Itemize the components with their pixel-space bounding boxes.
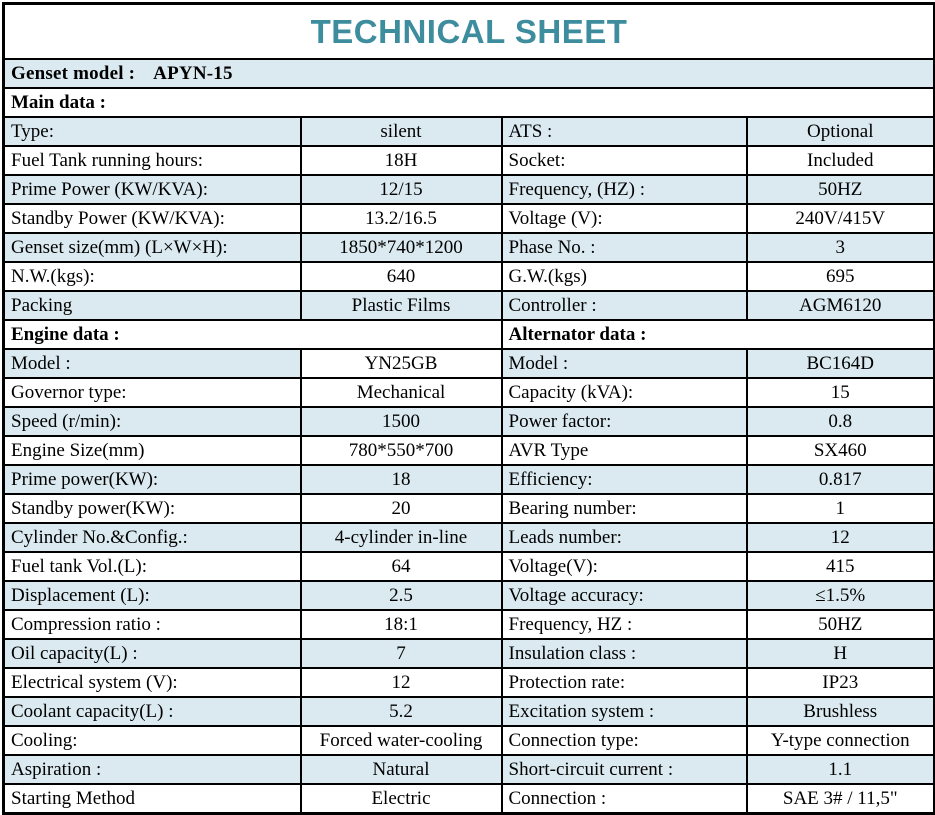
engine-row-4-label2: Efficiency: [502,465,747,494]
main-row-0-value2: Optional [747,117,935,146]
engine-row-2-label: Speed (r/min): [4,407,301,436]
table-row [4,378,935,407]
engine-row-0-value2: BC164D [747,349,935,378]
table-row [4,117,935,146]
engine-row-5-label2: Bearing number: [502,494,747,523]
table-row [4,668,935,697]
table-row [4,552,935,581]
main-row-0-value: silent [301,117,502,146]
engine-row-6-label: Cylinder No.&Config.: [4,523,301,552]
engine-row-8-label: Displacement (L): [4,581,301,610]
genset-model-value: APYN-15 [153,62,233,84]
engine-row-13-label2: Connection type: [502,726,747,755]
main-row-2-value2: 50HZ [747,175,935,204]
engine-row-9-value: 18:1 [301,610,502,639]
section-header-alternator-data: Alternator data : [502,320,935,349]
engine-row-5-value2: 1 [747,494,935,523]
engine-row-3-value: 780*550*700 [301,436,502,465]
table-row [4,407,935,436]
engine-row-15-value2: SAE 3# / 11,5" [747,784,935,814]
engine-row-4-label: Prime power(KW): [4,465,301,494]
table-row [4,523,935,552]
engine-row-6-value: 4-cylinder in-line [301,523,502,552]
engine-row-1-value2: 15 [747,378,935,407]
main-row-3-value: 13.2/16.5 [301,204,502,233]
engine-row-5-value: 20 [301,494,502,523]
table-row [4,175,935,204]
engine-row-11-label2: Protection rate: [502,668,747,697]
engine-row-7-label: Fuel tank Vol.(L): [4,552,301,581]
main-row-5-label2: G.W.(kgs) [502,262,747,291]
engine-row-1-label: Governor type: [4,378,301,407]
engine-row-11-value2: IP23 [747,668,935,697]
engine-row-1-value: Mechanical [301,378,502,407]
main-row-4-value2: 3 [747,233,935,262]
main-row-4-label: Genset size(mm) (L×W×H): [4,233,301,262]
table-row [4,204,935,233]
main-row-5-value2: 695 [747,262,935,291]
main-row-6-label: Packing [4,291,301,320]
table-row [4,697,935,726]
engine-row-14-value: Natural [301,755,502,784]
main-row-4-value: 1850*740*1200 [301,233,502,262]
engine-row-13-value: Forced water-cooling [301,726,502,755]
main-row-2-value: 12/15 [301,175,502,204]
engine-row-10-value: 7 [301,639,502,668]
technical-sheet-document [0,2,935,809]
table-row [4,581,935,610]
table-row [4,610,935,639]
engine-row-7-value: 64 [301,552,502,581]
title-row [4,4,935,60]
engine-row-3-value2: SX460 [747,436,935,465]
main-row-1-value: 18H [301,146,502,175]
table-row [4,639,935,668]
table-row [4,784,935,814]
engine-row-3-label: Engine Size(mm) [4,436,301,465]
main-row-2-label2: Frequency, (HZ) : [502,175,747,204]
engine-row-2-value: 1500 [301,407,502,436]
engine-row-2-label2: Power factor: [502,407,747,436]
table-row [4,262,935,291]
main-row-1-value2: Included [747,146,935,175]
engine-row-0-value: YN25GB [301,349,502,378]
table-body [4,4,935,814]
main-row-0-label2: ATS : [502,117,747,146]
engine-row-15-label: Starting Method [4,784,301,814]
engine-row-3-label2: AVR Type [502,436,747,465]
engine-row-12-value2: Brushless [747,697,935,726]
engine-row-6-label2: Leads number: [502,523,747,552]
engine-row-5-label: Standby power(KW): [4,494,301,523]
genset-model-row [4,59,935,88]
engine-row-8-value2: ≤1.5% [747,581,935,610]
engine-row-15-label2: Connection : [502,784,747,814]
table-row [4,726,935,755]
engine-row-4-value: 18 [301,465,502,494]
engine-row-8-value: 2.5 [301,581,502,610]
main-row-3-label2: Voltage (V): [502,204,747,233]
engine-row-10-label: Oil capacity(L) : [4,639,301,668]
engine-row-15-value: Electric [301,784,502,814]
engine-row-14-value2: 1.1 [747,755,935,784]
engine-row-7-value2: 415 [747,552,935,581]
engine-row-6-value2: 12 [747,523,935,552]
engine-row-14-label2: Short-circuit current : [502,755,747,784]
title-cell [4,4,935,60]
main-row-0-label: Type: [4,117,301,146]
main-row-6-label2: Controller : [502,291,747,320]
engine-alternator-section-row [4,320,935,349]
main-row-5-value: 640 [301,262,502,291]
main-row-2-label: Prime Power (KW/KVA): [4,175,301,204]
engine-row-10-label2: Insulation class : [502,639,747,668]
engine-row-9-label2: Frequency, HZ : [502,610,747,639]
engine-row-12-label2: Excitation system : [502,697,747,726]
engine-row-1-label2: Capacity (kVA): [502,378,747,407]
table-row [4,233,935,262]
engine-row-13-label: Cooling: [4,726,301,755]
table-row [4,291,935,320]
section-header-engine-data: Engine data : [4,320,502,349]
main-row-1-label2: Socket: [502,146,747,175]
main-row-1-label: Fuel Tank running hours: [4,146,301,175]
engine-row-11-value: 12 [301,668,502,697]
main-row-3-label: Standby Power (KW/KVA): [4,204,301,233]
engine-row-13-value2: Y-type connection [747,726,935,755]
main-row-5-label: N.W.(kgs): [4,262,301,291]
main-row-4-label2: Phase No. : [502,233,747,262]
table-row [4,465,935,494]
engine-row-9-value2: 50HZ [747,610,935,639]
page-title: TECHNICAL SHEET [310,13,628,50]
specification-table [2,2,935,815]
engine-row-12-label: Coolant capacity(L) : [4,697,301,726]
table-row [4,494,935,523]
section-header-main-data: Main data : [4,88,935,117]
main-row-6-value: Plastic Films [301,291,502,320]
table-row [4,146,935,175]
engine-row-4-value2: 0.817 [747,465,935,494]
main-row-6-value2: AGM6120 [747,291,935,320]
engine-row-0-label2: Model : [502,349,747,378]
engine-row-12-value: 5.2 [301,697,502,726]
engine-row-9-label: Compression ratio : [4,610,301,639]
table-row [4,349,935,378]
engine-row-8-label2: Voltage accuracy: [502,581,747,610]
table-row [4,436,935,465]
main-row-3-value2: 240V/415V [747,204,935,233]
genset-model-label: Genset model : [11,62,136,84]
engine-row-11-label: Electrical system (V): [4,668,301,697]
genset-model-cell [4,59,935,88]
engine-row-7-label2: Voltage(V): [502,552,747,581]
main-data-section-row [4,88,935,117]
engine-row-14-label: Aspiration : [4,755,301,784]
engine-row-0-label: Model : [4,349,301,378]
engine-row-2-value2: 0.8 [747,407,935,436]
table-row [4,755,935,784]
engine-row-10-value2: H [747,639,935,668]
